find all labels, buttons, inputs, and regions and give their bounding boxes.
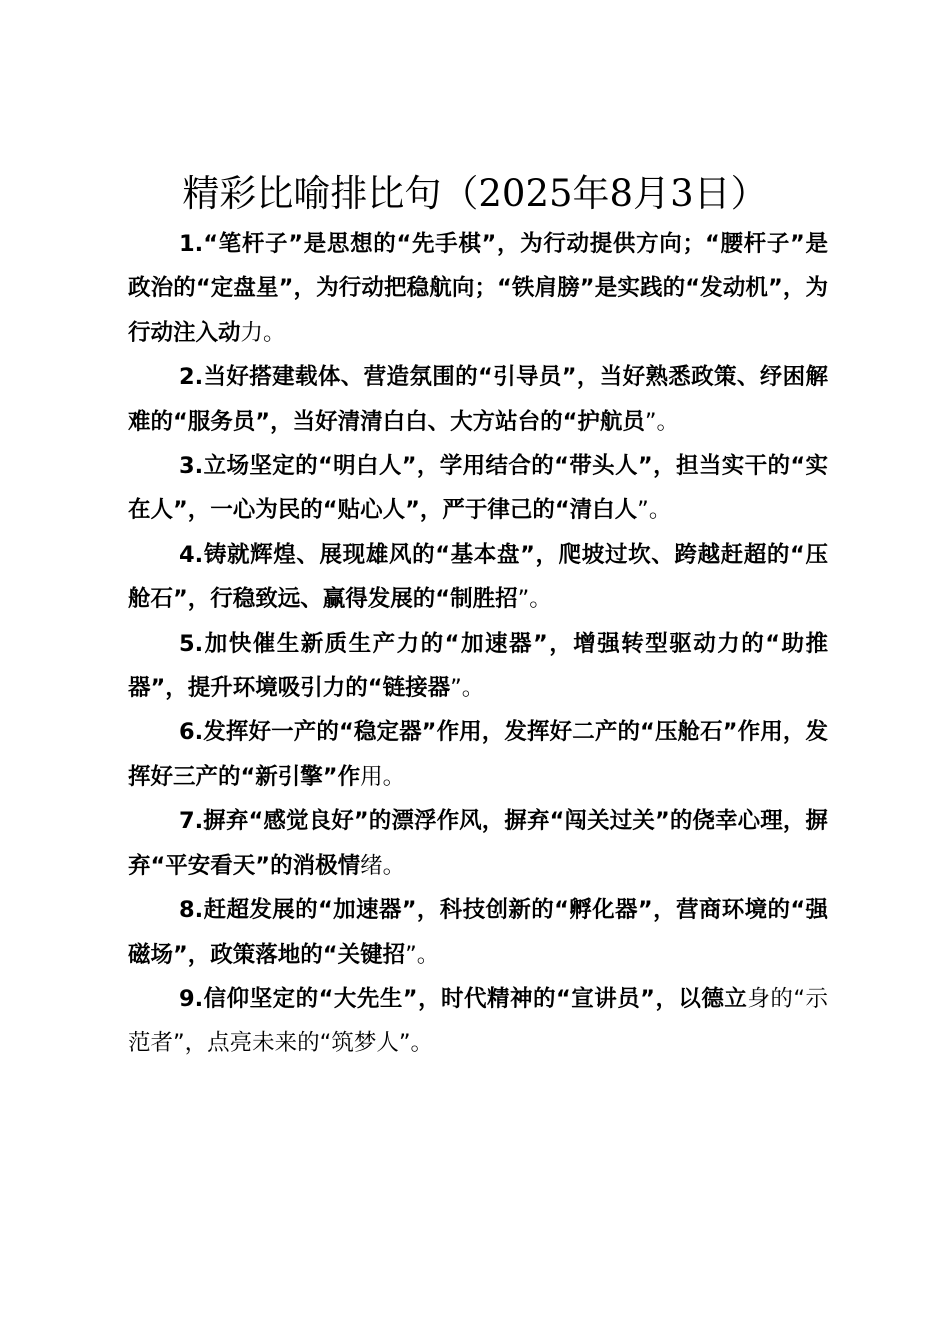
paragraph-3-text: 3.立场坚定的“明白人”，学用结合的“带头人”，担当实干的“实在人”，一心为民的“贴心人”，严于律己的“清白人 bbox=[128, 453, 828, 524]
paragraph-8-tail: ”。 bbox=[405, 941, 440, 968]
paragraph-8 bbox=[128, 888, 828, 977]
paragraph-6-tail: 用。 bbox=[360, 763, 406, 790]
document-title: 精彩比喻排比句（2025年8月3日） bbox=[182, 172, 768, 215]
paragraph-6 bbox=[128, 710, 828, 799]
paragraph-5-tail: ”。 bbox=[450, 675, 485, 702]
paragraph-9-tail: 身的“示范者”，点亮未来的“筑梦人”。 bbox=[128, 985, 828, 1057]
paragraph-9-text: 9.信仰坚定的“大先生”，时代精神的“宣讲员”，以德立 bbox=[179, 985, 748, 1012]
paragraph-6-text: 6.发挥好一产的“稳定器”作用，发挥好二产的“压舱石”作用，发挥好三产的“新引擎”作 bbox=[128, 719, 828, 790]
paragraph-4-text: 4.铸就辉煌、展现雄风的“基本盘”，爬坡过坎、跨越赶超的“压舱石”，行稳致远、赢得发展的“制胜招 bbox=[128, 541, 828, 613]
paragraph-5-text: 5.加快催生新质生产力的“加速器”，增强转型驱动力的“助推器”，提升环境吸引力的“链接器 bbox=[128, 630, 828, 702]
paragraph-7-tail: 绪。 bbox=[360, 852, 406, 879]
paragraph-5 bbox=[128, 622, 828, 711]
paragraph-1-tail: 力。 bbox=[240, 319, 286, 346]
document-body bbox=[128, 222, 828, 1066]
paragraph-4 bbox=[128, 533, 828, 622]
paragraph-7 bbox=[128, 799, 828, 888]
paragraph-9 bbox=[128, 977, 828, 1066]
paragraph-7-text: 7.摒弃“感觉良好”的漂浮作风，摒弃“闯关过关”的侥幸心理，摒弃“平安看天”的消极情 bbox=[128, 808, 828, 879]
paragraph-1 bbox=[128, 222, 828, 355]
paragraph-4-tail: ”。 bbox=[517, 586, 552, 613]
paragraph-2-tail: ”。 bbox=[644, 408, 680, 435]
paragraph-3-tail: ”。 bbox=[637, 497, 672, 524]
paragraph-1-text: 1.“笔杆子”是思想的“先手棋”，为行动提供方向；“腰杆子”是政治的“定盘星”，为行动把稳航向；“铁肩膀”是实践的“发动机”，为行动注入动 bbox=[128, 231, 828, 346]
paragraph-2-text: 2.当好搭建载体、营造氛围的“引导员”，当好熟悉政策、纾困解难的“服务员”，当好清清白白、大方站台的“护航员 bbox=[128, 364, 828, 435]
paragraph-3 bbox=[128, 444, 828, 533]
paragraph-2 bbox=[128, 355, 828, 444]
paragraph-8-text: 8.赶超发展的“加速器”，科技创新的“孵化器”，营商环境的“强磁场”，政策落地的“关键招 bbox=[128, 897, 828, 968]
